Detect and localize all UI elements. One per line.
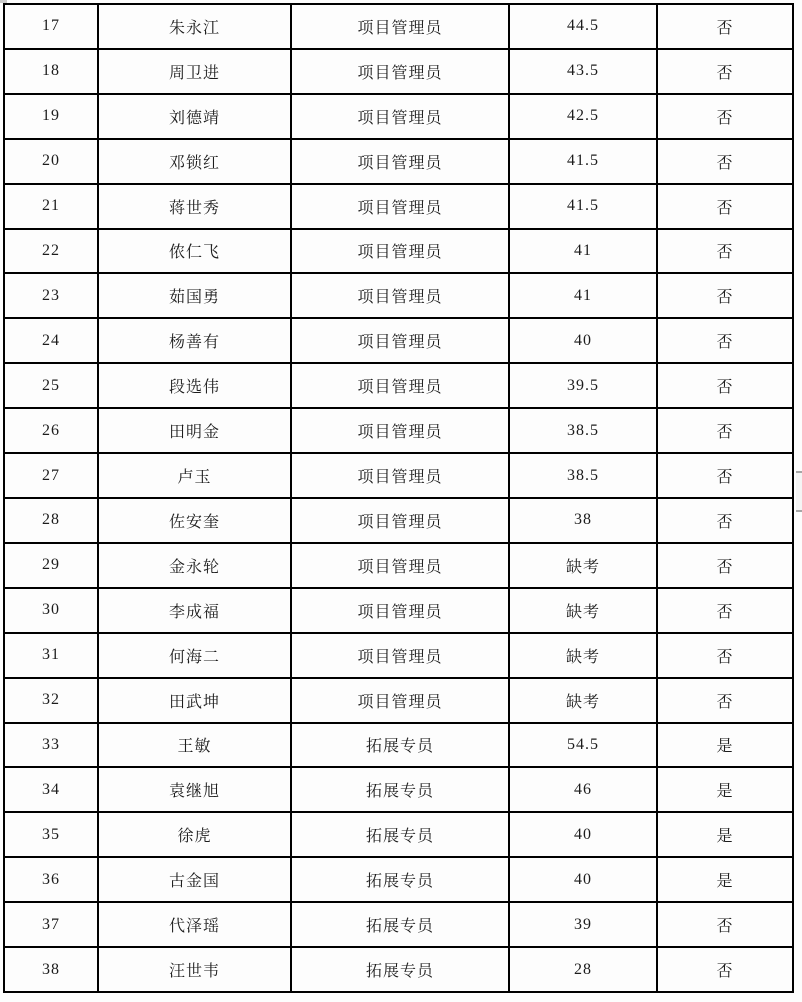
cell-score: 38 xyxy=(509,498,657,543)
cell-score: 41.5 xyxy=(509,184,657,229)
cell-position: 项目管理员 xyxy=(291,318,509,363)
cell-score: 38.5 xyxy=(509,408,657,453)
cell-position: 项目管理员 xyxy=(291,4,509,49)
score-table-body xyxy=(4,4,793,992)
cell-seq: 24 xyxy=(4,318,98,363)
cell-score: 39.5 xyxy=(509,363,657,408)
cell-score: 缺考 xyxy=(509,543,657,588)
cell-position: 项目管理员 xyxy=(291,139,509,184)
cell-score: 39 xyxy=(509,902,657,947)
cell-seq: 30 xyxy=(4,588,98,633)
table-row xyxy=(4,588,793,633)
cell-seq: 23 xyxy=(4,273,98,318)
cell-seq: 31 xyxy=(4,633,98,678)
cell-position: 项目管理员 xyxy=(291,94,509,139)
cell-score: 41 xyxy=(509,273,657,318)
cell-qualified: 否 xyxy=(657,947,793,992)
table-row xyxy=(4,229,793,274)
cell-qualified: 否 xyxy=(657,902,793,947)
cell-score: 缺考 xyxy=(509,678,657,723)
cell-score: 41 xyxy=(509,229,657,274)
table-row xyxy=(4,139,793,184)
cell-position: 拓展专员 xyxy=(291,767,509,812)
cell-position: 拓展专员 xyxy=(291,723,509,768)
cell-position: 拓展专员 xyxy=(291,947,509,992)
cell-qualified: 是 xyxy=(657,857,793,902)
cell-qualified: 否 xyxy=(657,273,793,318)
cell-name: 卢玉 xyxy=(98,453,291,498)
cell-position: 项目管理员 xyxy=(291,543,509,588)
cell-name: 侬仁飞 xyxy=(98,229,291,274)
table-row xyxy=(4,543,793,588)
table-row xyxy=(4,902,793,947)
cell-score: 40 xyxy=(509,812,657,857)
cell-name: 邓锁红 xyxy=(98,139,291,184)
cell-qualified: 否 xyxy=(657,4,793,49)
table-row xyxy=(4,767,793,812)
cell-position: 项目管理员 xyxy=(291,498,509,543)
cell-seq: 17 xyxy=(4,4,98,49)
cell-score: 40 xyxy=(509,318,657,363)
cell-name: 刘德靖 xyxy=(98,94,291,139)
cell-seq: 35 xyxy=(4,812,98,857)
cell-score: 41.5 xyxy=(509,139,657,184)
cell-seq: 37 xyxy=(4,902,98,947)
cell-qualified: 否 xyxy=(657,139,793,184)
cell-position: 项目管理员 xyxy=(291,408,509,453)
table-row xyxy=(4,4,793,49)
table-row xyxy=(4,678,793,723)
cell-seq: 18 xyxy=(4,49,98,94)
cell-score: 46 xyxy=(509,767,657,812)
cell-name: 朱永江 xyxy=(98,4,291,49)
cell-position: 项目管理员 xyxy=(291,184,509,229)
cell-qualified: 否 xyxy=(657,498,793,543)
cell-score: 44.5 xyxy=(509,4,657,49)
cell-qualified: 否 xyxy=(657,363,793,408)
table-row xyxy=(4,408,793,453)
table-row xyxy=(4,812,793,857)
table-row xyxy=(4,318,793,363)
cell-position: 拓展专员 xyxy=(291,857,509,902)
cell-qualified: 是 xyxy=(657,812,793,857)
cell-score: 40 xyxy=(509,857,657,902)
cell-seq: 26 xyxy=(4,408,98,453)
table-row xyxy=(4,94,793,139)
cell-seq: 34 xyxy=(4,767,98,812)
table-row xyxy=(4,273,793,318)
cell-seq: 36 xyxy=(4,857,98,902)
cell-qualified: 否 xyxy=(657,229,793,274)
cell-score: 42.5 xyxy=(509,94,657,139)
table-row xyxy=(4,453,793,498)
cell-name: 汪世韦 xyxy=(98,947,291,992)
cell-qualified: 否 xyxy=(657,49,793,94)
cell-qualified: 否 xyxy=(657,184,793,229)
cell-position: 项目管理员 xyxy=(291,678,509,723)
cell-seq: 32 xyxy=(4,678,98,723)
cell-seq: 28 xyxy=(4,498,98,543)
cell-seq: 21 xyxy=(4,184,98,229)
cell-name: 田武坤 xyxy=(98,678,291,723)
cell-qualified: 否 xyxy=(657,633,793,678)
cell-name: 金永轮 xyxy=(98,543,291,588)
cell-qualified: 否 xyxy=(657,588,793,633)
cell-score: 43.5 xyxy=(509,49,657,94)
cell-seq: 19 xyxy=(4,94,98,139)
cell-qualified: 否 xyxy=(657,543,793,588)
table-row xyxy=(4,633,793,678)
cell-qualified: 否 xyxy=(657,453,793,498)
cell-seq: 38 xyxy=(4,947,98,992)
cell-position: 项目管理员 xyxy=(291,453,509,498)
table-row xyxy=(4,498,793,543)
cell-name: 佐安奎 xyxy=(98,498,291,543)
cell-score: 54.5 xyxy=(509,723,657,768)
cell-name: 王敏 xyxy=(98,723,291,768)
cell-name: 古金国 xyxy=(98,857,291,902)
cell-qualified: 否 xyxy=(657,94,793,139)
cell-seq: 29 xyxy=(4,543,98,588)
cell-name: 田明金 xyxy=(98,408,291,453)
cell-name: 徐虎 xyxy=(98,812,291,857)
cell-name: 杨善有 xyxy=(98,318,291,363)
cell-name: 何海二 xyxy=(98,633,291,678)
cell-seq: 22 xyxy=(4,229,98,274)
table-row xyxy=(4,947,793,992)
cell-position: 项目管理员 xyxy=(291,229,509,274)
cell-position: 项目管理员 xyxy=(291,588,509,633)
right-scrollbar-thumb-fragment[interactable] xyxy=(796,471,802,512)
cell-name: 周卫进 xyxy=(98,49,291,94)
cell-position: 项目管理员 xyxy=(291,363,509,408)
cell-seq: 25 xyxy=(4,363,98,408)
cell-name: 茹国勇 xyxy=(98,273,291,318)
cell-score: 缺考 xyxy=(509,633,657,678)
cell-position: 项目管理员 xyxy=(291,273,509,318)
cell-qualified: 是 xyxy=(657,767,793,812)
cell-name: 代泽瑶 xyxy=(98,902,291,947)
table-row xyxy=(4,49,793,94)
cell-score: 28 xyxy=(509,947,657,992)
cell-name: 段选伟 xyxy=(98,363,291,408)
cell-seq: 27 xyxy=(4,453,98,498)
cell-qualified: 是 xyxy=(657,723,793,768)
cell-qualified: 否 xyxy=(657,318,793,363)
cell-name: 袁继旭 xyxy=(98,767,291,812)
table-row xyxy=(4,363,793,408)
cell-score: 38.5 xyxy=(509,453,657,498)
score-table xyxy=(3,3,794,993)
cell-position: 项目管理员 xyxy=(291,633,509,678)
table-row xyxy=(4,723,793,768)
cell-seq: 20 xyxy=(4,139,98,184)
cell-position: 拓展专员 xyxy=(291,812,509,857)
table-row xyxy=(4,857,793,902)
cell-name: 李成福 xyxy=(98,588,291,633)
cell-score: 缺考 xyxy=(509,588,657,633)
cell-seq: 33 xyxy=(4,723,98,768)
table-row xyxy=(4,184,793,229)
cell-position: 项目管理员 xyxy=(291,49,509,94)
cell-name: 蒋世秀 xyxy=(98,184,291,229)
cell-position: 拓展专员 xyxy=(291,902,509,947)
cell-qualified: 否 xyxy=(657,408,793,453)
cell-qualified: 否 xyxy=(657,678,793,723)
